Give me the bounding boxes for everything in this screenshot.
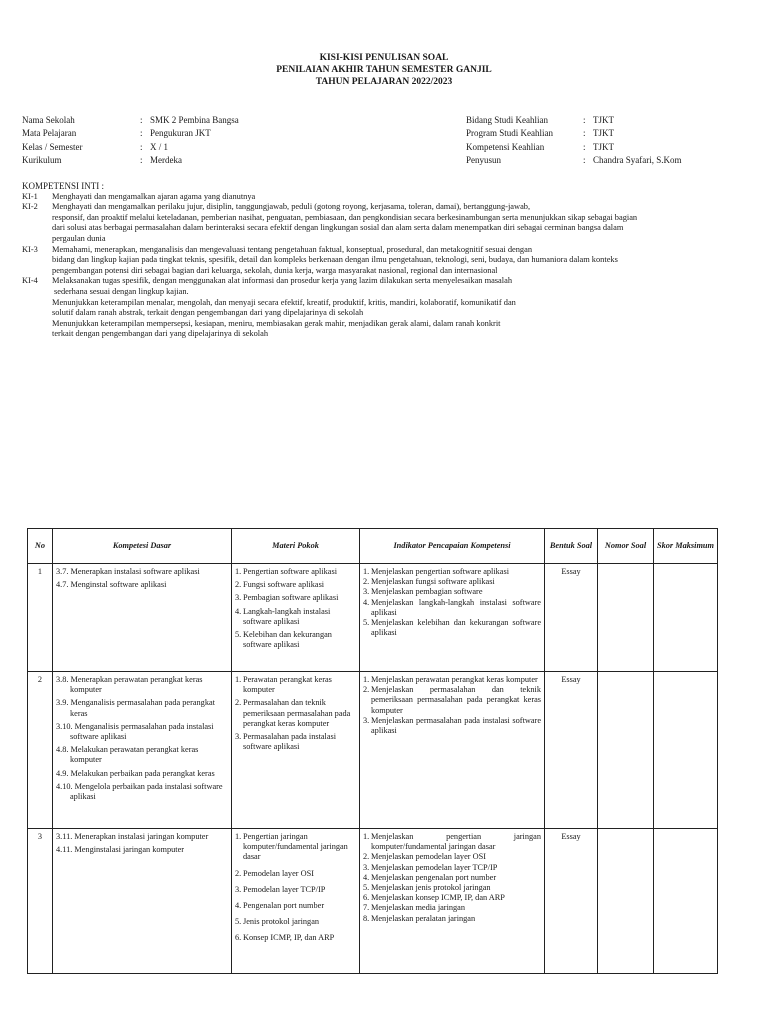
indikator-number: 8. <box>363 913 370 923</box>
indikator-number: 4. <box>363 872 370 882</box>
table-header <box>28 529 718 564</box>
ki-code: KI-3 <box>22 244 38 254</box>
materi-item <box>235 607 356 627</box>
ki-text <box>52 276 748 340</box>
table-row <box>28 564 718 672</box>
materi-item <box>235 698 356 729</box>
indikator-text: Menjelaskan jenis protokol jaringan <box>371 883 491 893</box>
indikator-text: Menjelaskan peralatan jaringan <box>371 913 476 923</box>
materi-number: 2. <box>235 698 242 708</box>
materi-number: 5. <box>235 630 242 640</box>
info-row <box>22 114 239 127</box>
table-row <box>28 672 718 829</box>
materi-number: 1. <box>235 567 242 576</box>
ki-line: terkait dengan pengembangan dari yang dipelajarinya di sekolah <box>52 329 269 339</box>
kompetensi-inti <box>22 181 748 340</box>
info-row <box>466 127 681 140</box>
ki-text <box>52 245 748 277</box>
materi-text: Pengertian software aplikasi <box>243 567 338 576</box>
ki-code: KI-4 <box>22 276 38 286</box>
info-colon: : <box>140 155 143 166</box>
ki-line: Menghayati dan mengamalkan perilaku jujur, disiplin, tanggungjawab, peduli (gotong royong, kerjasama, toleran, damai), bertanggung-jawab, <box>52 202 531 212</box>
indikator-item <box>363 914 541 924</box>
nomor-soal-cell <box>598 829 654 974</box>
materi-text: Jenis protokol jaringan <box>243 917 320 927</box>
materi-text: Perawatan perangkat keras komputer <box>243 675 332 695</box>
materi-text: Permasalahan dan teknik pemeriksaan permasalahan pada perangkat keras komputer <box>243 698 351 728</box>
indikator-text: Menjelaskan pemodelan layer TCP/IP <box>371 862 498 872</box>
info-label: Kelas / Semester <box>22 141 83 152</box>
materi-item <box>235 675 356 695</box>
title-line-3: TAHUN PELAJARAN 2022/2023 <box>315 77 453 87</box>
ki-line: Menghayati dan mengamalkan ajaran agama yang dianutnya <box>52 191 256 201</box>
materi-text: Pemodelan layer TCP/IP <box>243 884 326 894</box>
kisi-kisi-table <box>27 528 718 974</box>
info-colon: : <box>140 115 143 125</box>
indikator-item <box>363 618 541 638</box>
indikator-text: Menjelaskan kelebihan dan kekurangan software aplikasi <box>371 618 541 638</box>
info-colon: : <box>583 141 586 152</box>
info-value: X / 1 <box>150 141 168 152</box>
indikator-number: 3. <box>363 715 370 725</box>
materi-item <box>235 885 356 895</box>
materi-pokok-cell <box>232 564 360 672</box>
indikator-text: Menjelaskan konsep ICMP, IP, dan ARP <box>371 893 505 903</box>
ki-item <box>22 192 748 203</box>
info-label: Kurikulum <box>22 155 62 166</box>
indikator-text: Menjelaskan pengenalan port number <box>371 872 497 882</box>
materi-text: Pengertian jaringan komputer/fundamental jaringan dasar <box>243 832 348 862</box>
ki-code: KI-1 <box>22 191 38 201</box>
info-row <box>466 114 681 127</box>
kd-item: 3.9. Menganalisis permasalahan pada perangkat keras <box>56 698 215 718</box>
indikator-item <box>363 567 541 577</box>
indikator-item <box>363 716 541 736</box>
row-number: 2 <box>28 672 53 829</box>
info-row <box>466 154 681 167</box>
ki-line: Melaksanakan tugas spesifik, dengan menggunakan alat informasi dan prosedur kerja yang lazim dilakukan serta menyelesaikan masalah <box>52 276 513 286</box>
indikator-number: 4. <box>363 597 370 607</box>
materi-item <box>235 901 356 911</box>
indikator-number: 2. <box>363 577 370 587</box>
table-body <box>28 564 718 974</box>
materi-text: Permasalahan pada instalasi software aplikasi <box>243 732 337 752</box>
bentuk-soal-cell: Essay <box>545 564 598 672</box>
materi-number: 4. <box>235 901 242 911</box>
ki-code: KI-2 <box>22 202 38 212</box>
indikator-item <box>363 903 541 913</box>
materi-number: 3. <box>235 884 242 894</box>
indikator-item <box>363 832 541 852</box>
indikator-item <box>363 587 541 597</box>
kd-item: 4.9. Melakukan perbaikan pada perangkat keras <box>56 768 215 778</box>
materi-number: 2. <box>235 580 242 590</box>
indikator-number: 3. <box>363 587 370 597</box>
materi-item <box>235 593 356 603</box>
indikator-number: 5. <box>363 618 370 628</box>
row-number: 1 <box>28 564 53 672</box>
materi-item <box>235 933 356 943</box>
info-label: Penyusun <box>466 155 502 166</box>
header-skor-maksimum: Skor Maksimum <box>654 529 718 564</box>
materi-item <box>235 630 356 650</box>
materi-number: 1. <box>235 832 242 841</box>
indikator-item <box>363 893 541 903</box>
materi-number: 1. <box>235 675 242 684</box>
indikator-text: Menjelaskan langkah-langkah instalasi software aplikasi <box>371 597 541 617</box>
indikator-number: 6. <box>363 893 370 903</box>
materi-item <box>235 567 356 577</box>
ki-list <box>22 192 748 340</box>
indikator-item <box>363 685 541 716</box>
info-row <box>22 127 239 140</box>
materi-item <box>235 917 356 927</box>
bentuk-soal-cell: Essay <box>545 829 598 974</box>
indikator-item <box>363 883 541 893</box>
materi-number: 5. <box>235 917 242 927</box>
skor-maksimum-cell <box>654 564 718 672</box>
ki-text <box>52 202 748 244</box>
indikator-number: 5. <box>363 883 370 893</box>
kd-item: 3.7. Menerapkan instalasi software aplikasi <box>56 567 200 576</box>
indikator-item <box>363 577 541 587</box>
indikator-text: Menjelaskan permasalahan pada instalasi software aplikasi <box>371 715 541 736</box>
materi-number: 2. <box>235 868 242 878</box>
indikator-item <box>363 598 541 618</box>
info-value: SMK 2 Pembina Bangsa <box>150 115 239 125</box>
ki-line: Memahami, menerapkan, menganalisis dan mengevaluasi tentang pengetahuan faktual, konseptual, prosedural, dan metakognitif sesuai dengan <box>52 244 533 254</box>
indikator-number: 1. <box>363 567 370 576</box>
indikator-item <box>363 852 541 862</box>
info-label: Mata Pelajaran <box>22 128 77 139</box>
indikator-number: 3. <box>363 862 370 872</box>
kd-item: 3.11. Menerapkan instalasi jaringan komputer <box>56 832 209 841</box>
info-value: Pengukuran JKT <box>150 128 211 139</box>
info-colon: : <box>140 128 143 139</box>
info-row <box>466 141 681 154</box>
indikator-number: 2. <box>363 685 370 695</box>
indikator-number: 2. <box>363 852 370 862</box>
info-value: Merdeka <box>150 155 182 166</box>
indikator-number: 1. <box>363 832 370 841</box>
ki-line: bidang dan lingkup kajian pada tingkat teknis, spesifik, detail dan kompleks berkenaan dengan ilmu pengetahuan, teknologi, seni, budaya, dan humaniora dalam konteks <box>52 255 618 265</box>
info-value: TJKT <box>593 128 614 139</box>
ki-line: Menunjukkan keterampilan mempersepsi, kesiapan, meniru, membiasakan gerak mahir, menjadikan gerak alami, dalam ranah konkrit <box>52 318 501 328</box>
kd-item: 4.7. Menginstal software aplikasi <box>56 580 167 590</box>
kd-item: 4.8. Melakukan perawatan perangkat keras komputer <box>56 745 199 765</box>
materi-pokok-cell <box>232 672 360 829</box>
info-colon: : <box>140 141 143 152</box>
row-number: 3 <box>28 829 53 974</box>
materi-number: 6. <box>235 933 242 943</box>
info-row <box>22 141 239 154</box>
indikator-text: Menjelaskan pengertian software aplikasi <box>371 567 510 576</box>
ki-line: dari solusi atas berbagai permasalahan dalam berinteraksi secara efektif dengan lingkungan sosial dan alam serta dalam menempatkan diri sebagai cerminan bangsa dalam <box>52 223 624 233</box>
ki-line: solutif dalam ranah abstrak, terkait dengan pengembangan dari yang dipelajarinya di sekolah <box>52 308 364 318</box>
materi-number: 3. <box>235 732 242 742</box>
materi-text: Fungsi software aplikasi <box>243 580 325 590</box>
materi-text: Pemodelan layer OSI <box>243 868 314 878</box>
ki-text <box>52 192 748 203</box>
info-row <box>22 154 239 167</box>
ki-line: Menunjukkan keterampilan menalar, mengolah, dan menyaji secara efektif, kreatif, produktif, kritis, mandiri, kolaboratif, komunikatif dan <box>52 297 516 307</box>
table-row <box>28 829 718 974</box>
ki-line: pergaulan dunia <box>52 233 106 243</box>
indikator-number: 1. <box>363 675 370 684</box>
materi-text: Pengenalan port number <box>243 901 325 911</box>
info-label: Program Studi Keahlian <box>466 128 553 139</box>
indikator-text: Menjelaskan fungsi software aplikasi <box>371 577 495 587</box>
kd-item: 3.8. Menerapkan perawatan perangkat keras komputer <box>56 675 203 695</box>
kd-item: 3.10. Menganalisis permasalahan pada instalasi software aplikasi <box>56 721 214 742</box>
header-kompetensi-dasar: Kompetesi Dasar <box>53 529 232 564</box>
ki-item <box>22 245 748 277</box>
info-colon: : <box>583 128 586 139</box>
info-colon: : <box>583 115 586 125</box>
materi-item <box>235 869 356 879</box>
info-colon: : <box>583 155 586 166</box>
kompetensi-dasar-cell <box>53 672 232 829</box>
kompetensi-dasar-cell <box>53 564 232 672</box>
nomor-soal-cell <box>598 672 654 829</box>
nomor-soal-cell <box>598 564 654 672</box>
materi-item <box>235 732 356 752</box>
program-info <box>466 114 681 168</box>
materi-number: 3. <box>235 593 242 603</box>
header-bentuk-soal: Bentuk Soal <box>545 529 598 564</box>
indikator-item <box>363 863 541 873</box>
school-info <box>22 114 239 168</box>
materi-text: Konsep ICMP, IP, dan ARP <box>243 933 335 943</box>
info-label: Bidang Studi Keahlian <box>466 115 548 125</box>
header-nomor-soal: Nomor Soal <box>598 529 654 564</box>
info-label: Nama Sekolah <box>22 115 75 125</box>
header-no: No <box>28 529 53 564</box>
header-indikator: Indikator Pencapaian Kompetensi <box>360 529 545 564</box>
materi-number: 4. <box>235 606 242 616</box>
indikator-cell <box>360 564 545 672</box>
title-line-2: PENILAIAN AKHIR TAHUN SEMESTER GANJIL <box>276 65 492 75</box>
indikator-text: Menjelaskan media jaringan <box>371 903 465 913</box>
materi-item <box>235 832 356 863</box>
ki-line: sederhana sesuai dengan lingkup kajian. <box>54 286 189 296</box>
indikator-text: Menjelaskan permasalahan dan teknik pemeriksaan permasalahan pada perangkat keras komputer <box>371 685 541 715</box>
indikator-cell <box>360 672 545 829</box>
kompetensi-dasar-cell <box>53 829 232 974</box>
indikator-text: Menjelaskan pembagian software <box>371 587 483 597</box>
kd-item: 4.11. Menginstalasi jaringan komputer <box>56 845 185 855</box>
kd-item: 4.10. Mengelola perbaikan pada instalasi software aplikasi <box>56 781 223 802</box>
indikator-number: 7. <box>363 903 370 913</box>
info-value: TJKT <box>593 115 614 125</box>
indikator-text: Menjelaskan pengertian jaringan komputer/fundamental jaringan dasar <box>371 832 541 852</box>
indikator-text: Menjelaskan perawatan perangkat keras komputer <box>371 675 538 684</box>
bentuk-soal-cell: Essay <box>545 672 598 829</box>
ki-line: pengembangan potensi diri sebagai bagian dari keluarga, sekolah, dunia kerja, warga masyarakat nasional, regional dan internasional <box>52 265 498 275</box>
ki-heading: KOMPETENSI INTI : <box>22 181 104 191</box>
ki-line: responsif, dan proaktif melalui keteladanan, pemberian nasihat, penguatan, pembiasaan, dan pengkondisian secara berkesinambungan serta menunjukkan sikap sebagai bagian <box>52 212 638 222</box>
info-label: Kompetensi Keahlian <box>466 141 545 152</box>
indikator-cell <box>360 829 545 974</box>
indikator-item <box>363 873 541 883</box>
materi-pokok-cell <box>232 829 360 974</box>
indikator-text: Menjelaskan pemodelan layer OSI <box>371 852 486 862</box>
materi-item <box>235 580 356 590</box>
header-materi-pokok: Materi Pokok <box>232 529 360 564</box>
materi-text: Langkah-langkah instalasi software aplikasi <box>243 606 331 626</box>
indikator-item <box>363 675 541 685</box>
skor-maksimum-cell <box>654 672 718 829</box>
ki-item <box>22 202 748 244</box>
info-value: Chandra Syafari, S.Kom <box>593 155 682 166</box>
info-value: TJKT <box>593 141 614 152</box>
ki-item <box>22 276 748 340</box>
materi-text: Pembagian software aplikasi <box>243 593 339 603</box>
skor-maksimum-cell <box>654 829 718 974</box>
title-line-1: KISI-KISI PENULISAN SOAL <box>319 53 449 63</box>
materi-text: Kelebihan dan kekurangan software aplikasi <box>243 630 332 650</box>
